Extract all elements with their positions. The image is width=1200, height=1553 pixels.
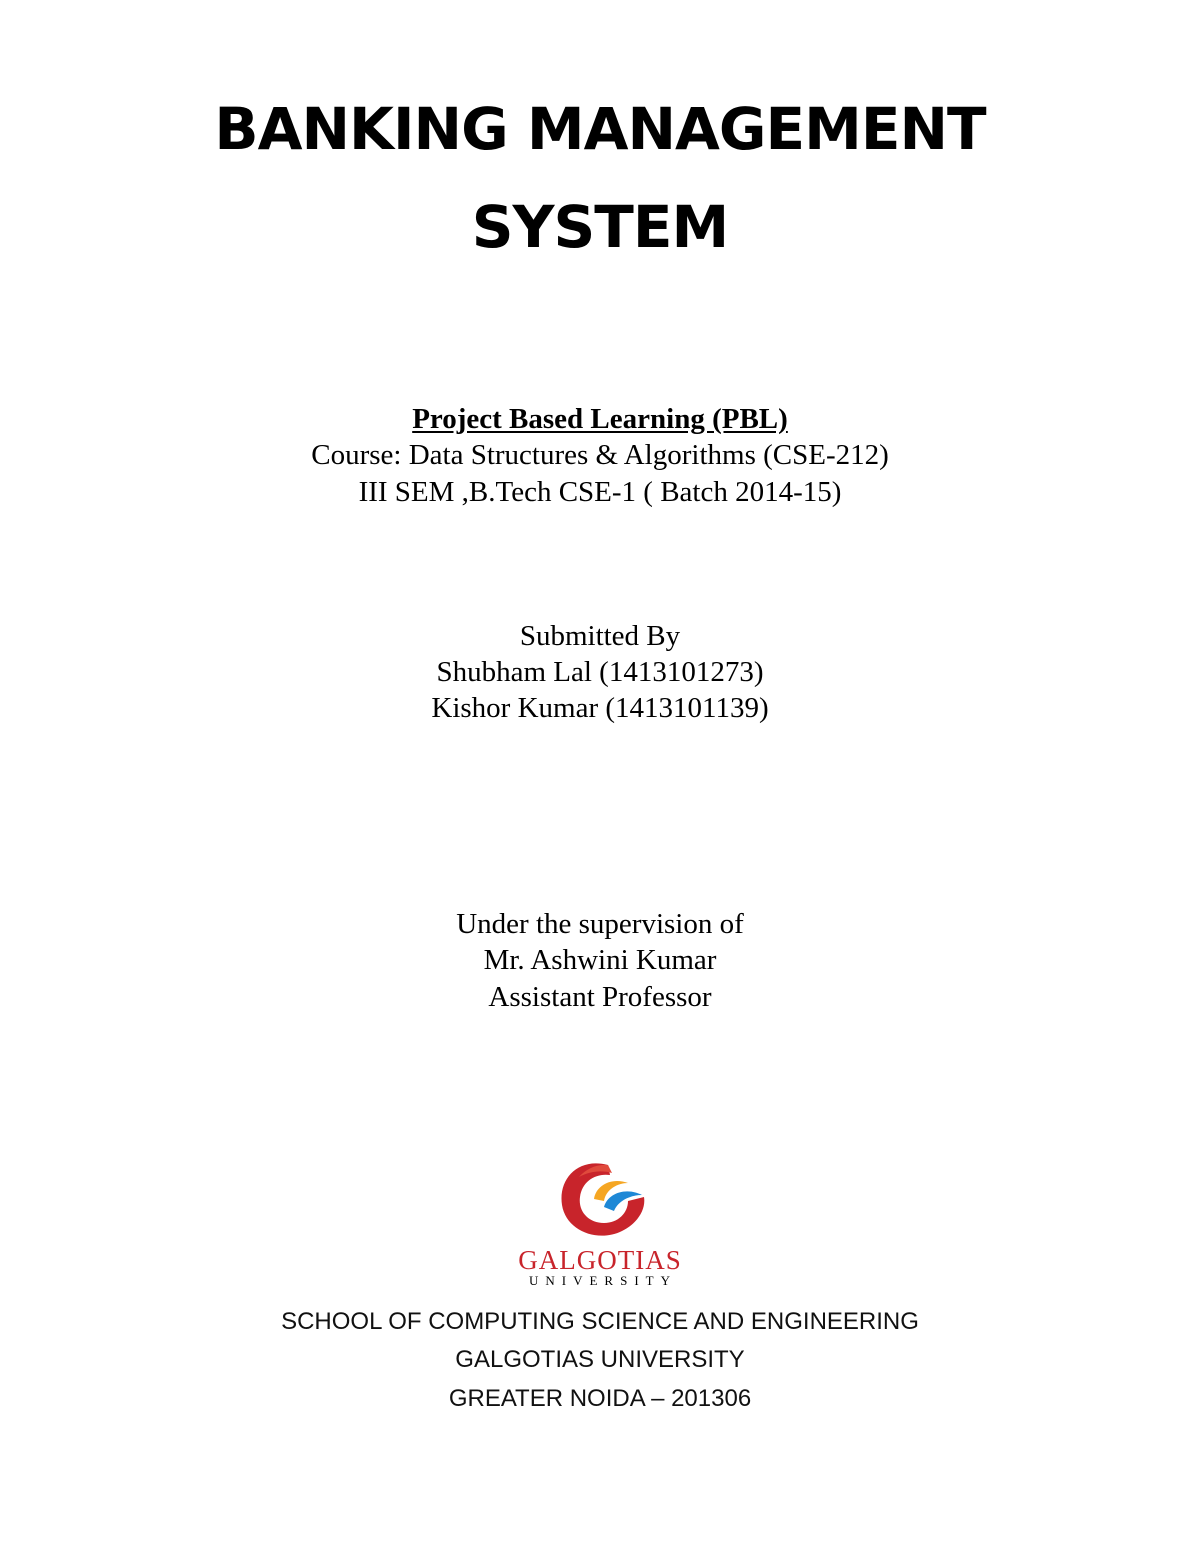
project-heading: Project Based Learning (PBL) [412, 403, 788, 435]
submitted-by-label: Submitted By [519, 620, 681, 652]
logo-subtitle: UNIVERSITY [529, 1273, 677, 1288]
school-name: SCHOOL OF COMPUTING SCIENCE AND ENGINEERING [281, 1308, 919, 1335]
galgotias-logo-icon [500, 1155, 700, 1245]
document-title-line-2: SYSTEM [471, 193, 729, 261]
document-title-line-1: BANKING MANAGEMENT [214, 95, 986, 163]
student-name: Shubham Lal (1413101273) [436, 656, 764, 688]
location: GREATER NOIDA – 201306 [448, 1385, 752, 1412]
supervisor-designation: Assistant Professor [488, 981, 712, 1013]
university-logo [500, 1155, 700, 1295]
student-name: Kishor Kumar (1413101139) [431, 692, 769, 724]
university-name: GALGOTIAS UNIVERSITY [455, 1346, 745, 1373]
logo-wordmark: GALGOTIAS [518, 1245, 682, 1275]
supervisor-name: Mr. Ashwini Kumar [483, 944, 717, 976]
course-line: Course: Data Structures & Algorithms (CSE-212) [311, 439, 889, 471]
semester-line: III SEM ,B.Tech CSE-1 ( Batch 2014-15) [358, 476, 842, 508]
supervision-label: Under the supervision of [456, 908, 744, 940]
